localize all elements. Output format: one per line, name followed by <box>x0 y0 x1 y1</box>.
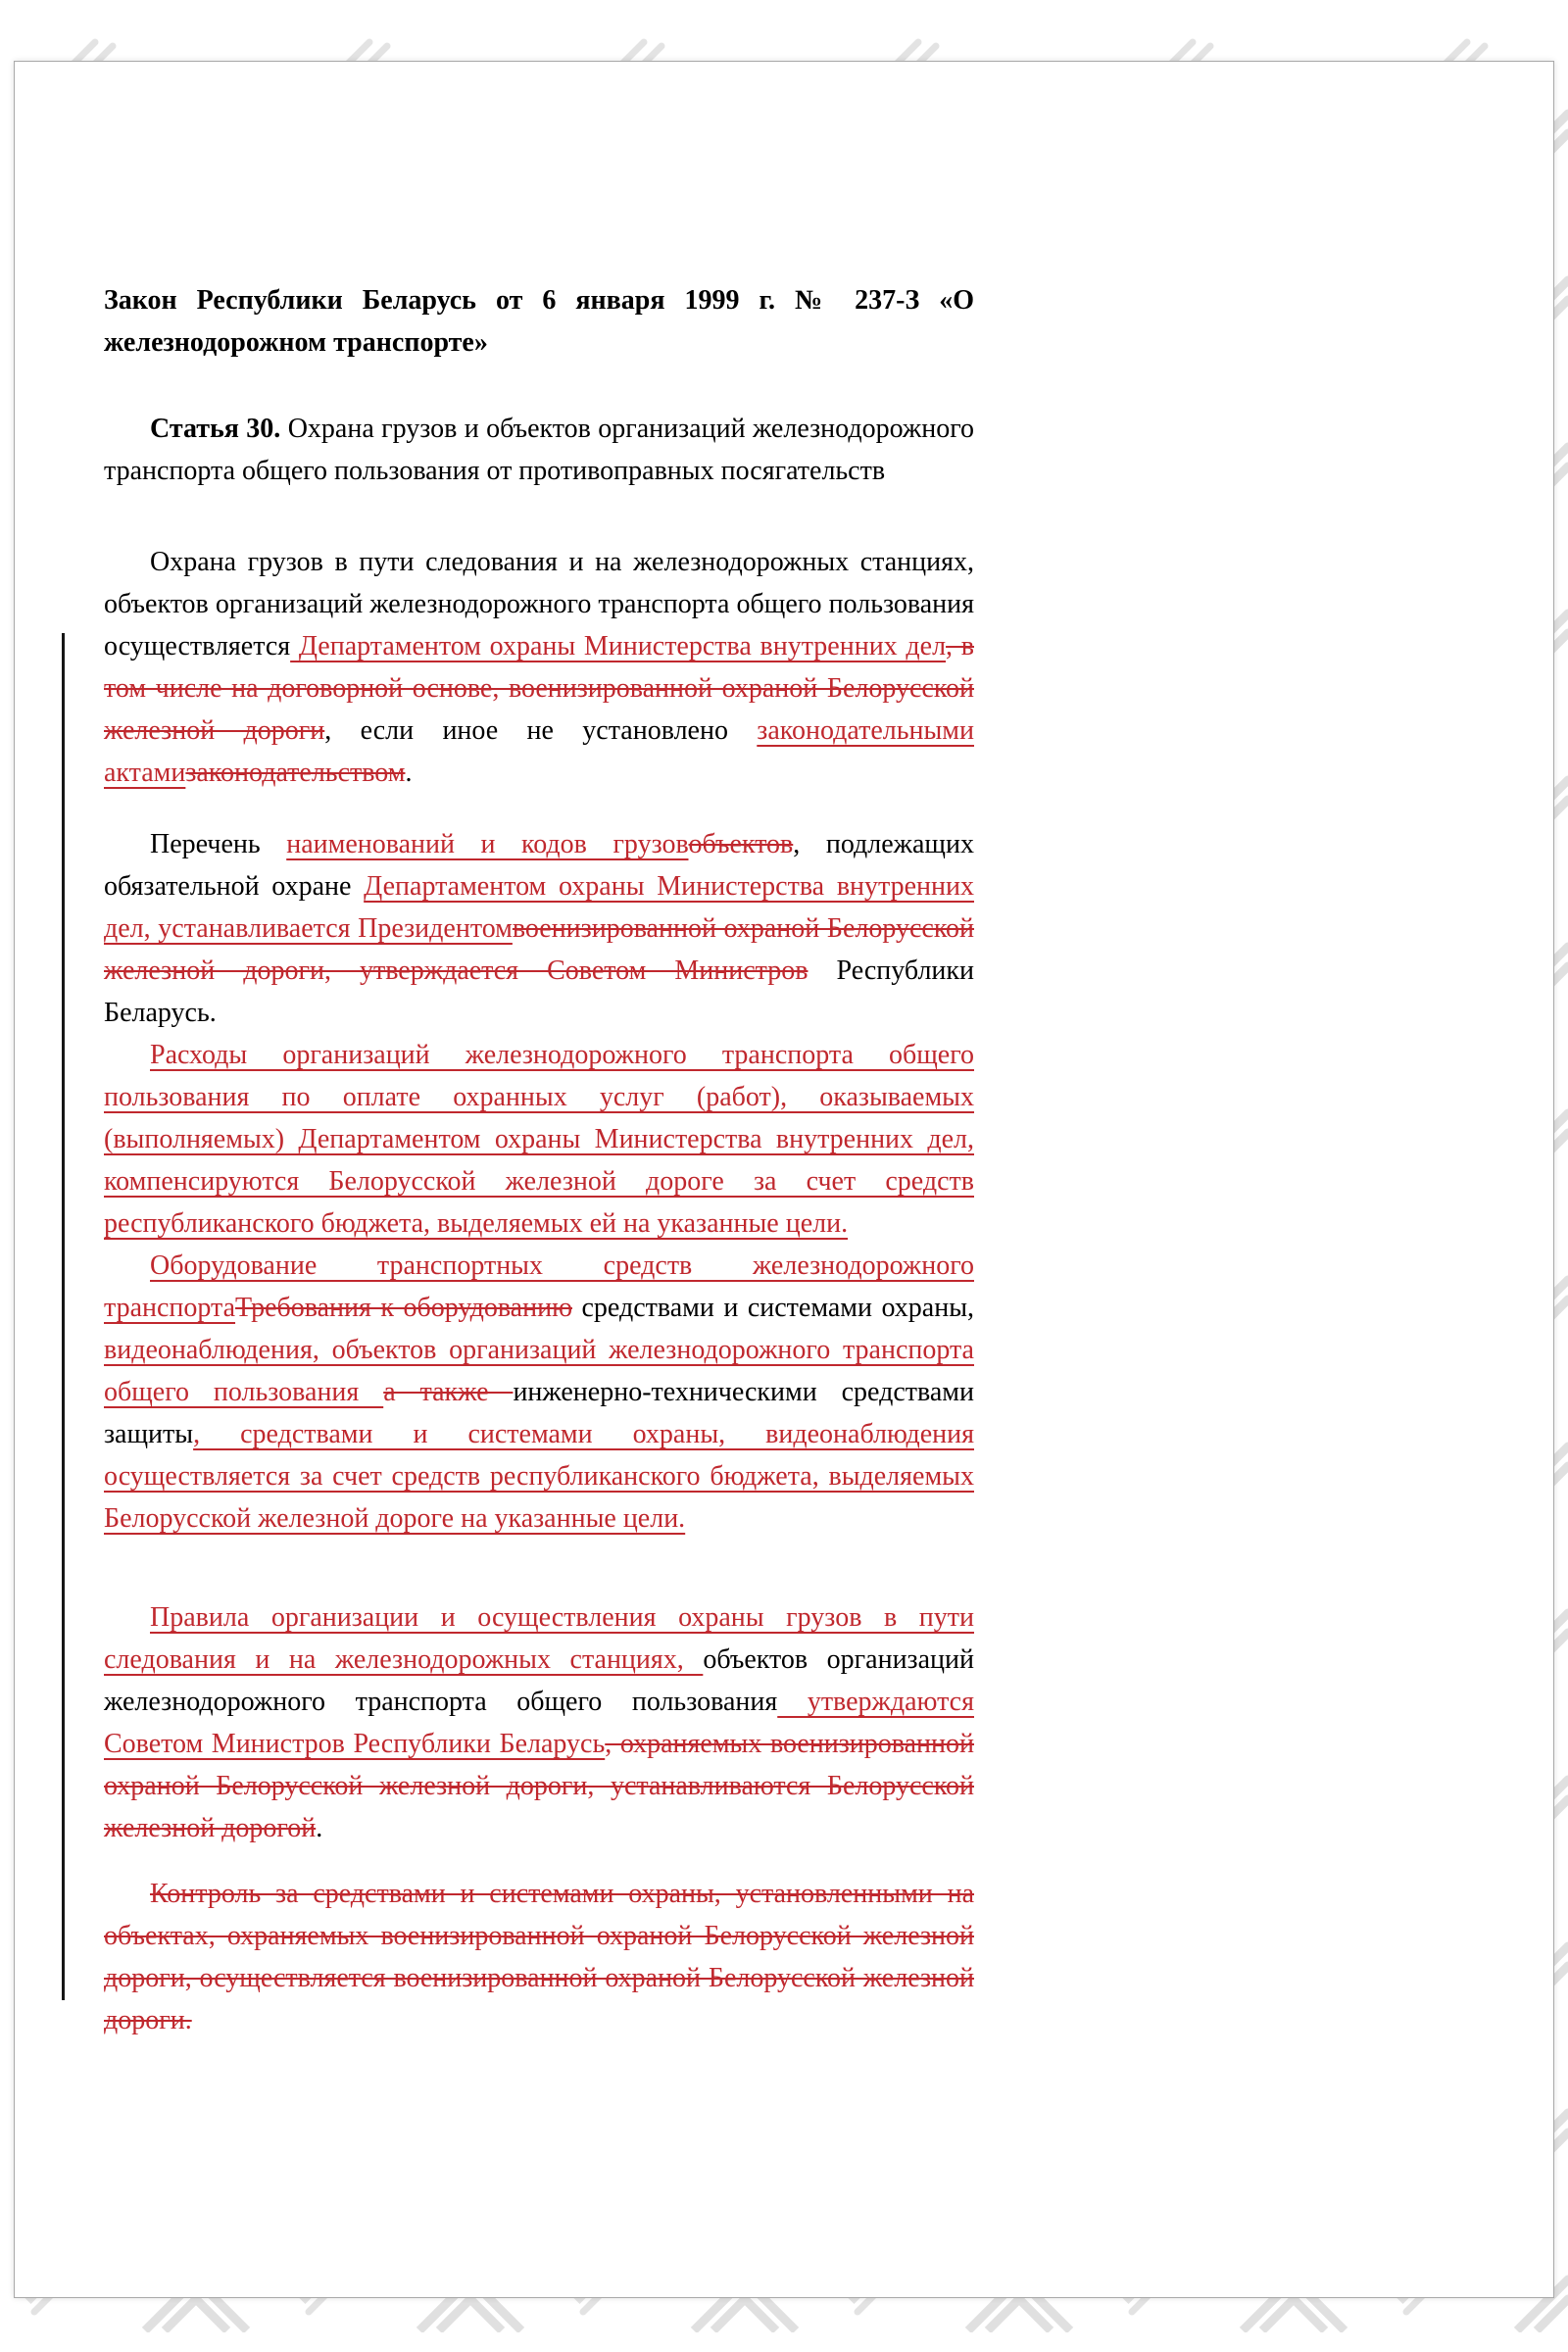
paragraph-list-of-cargo <box>104 823 974 1034</box>
article-heading <box>104 408 974 492</box>
text-run: Охрана грузов и объектов организаций железнодорожного транспорта общего пользования от противоправных посягательств <box>104 414 974 486</box>
text-run: Республики Беларусь. <box>104 956 975 1028</box>
paragraph-guard-of-cargo <box>104 541 974 794</box>
document-page <box>14 61 1554 2298</box>
text-run: инженерно-техническими средствами защиты <box>104 1377 974 1449</box>
text-run: средствами и системами охраны, <box>572 1293 975 1323</box>
inserted-text-run: Правила организации и осуществления охраны грузов в пути следования и на железнодорожных станциях, <box>104 1602 974 1675</box>
inserted-text-run: Оборудование транспортных средств железнодорожного транспорта <box>104 1250 974 1323</box>
deleted-text-run: , охраняемых военизированной охраной Белорусской железной дороги, устанавливаются Белорусской железной дорогой <box>104 1729 974 1843</box>
paragraph-rules <box>104 1596 974 1849</box>
inserted-text-run: видеонаблюдения, объектов организаций железнодорожного транспорта общего пользования <box>104 1335 974 1407</box>
inserted-text-run: законодательными актами <box>104 715 974 788</box>
text-run: . <box>316 1813 323 1843</box>
deleted-text-run: , в том числе на договорной основе, военизированной охраной Белорусской железной дороги <box>104 631 974 746</box>
paragraph-equipment <box>104 1245 974 1540</box>
text-run: объектов организаций железнодорожного транспорта общего пользования <box>104 1644 974 1717</box>
inserted-text-run: наименований и кодов грузов <box>286 829 689 859</box>
inserted-text-run: Департаментом охраны Министерства внутренних дел <box>290 631 947 662</box>
text-run: Охрана грузов в пути следования и на железнодорожных станциях, объектов организаций железнодорожного транспорта общего пользования осуществляется <box>104 547 974 662</box>
revision-change-bar <box>62 633 65 2000</box>
deleted-text-run: законодательством <box>185 758 406 788</box>
deleted-text-run: а также <box>383 1377 514 1407</box>
deleted-text-run: Требования к оборудованию <box>235 1293 572 1323</box>
text-run: , подлежащих обязательной охране <box>104 829 974 902</box>
inserted-text-run: Расходы организаций железнодорожного транспорта общего пользования по оплате охранных услуг (работ), оказываемых (выполняемых) Департаментом охраны Министерства внутренних дел, компенсируются Белорусской железной дороге за счет средств республиканского бюджета, выделяемых ей на указанные цели. <box>104 1040 974 1239</box>
deleted-text-run: объектов <box>688 829 794 859</box>
document-title: Закон Республики Беларусь от 6 января 1999 г. № 237-З «О железнодорожном транспорте» <box>104 285 974 358</box>
deleted-text-run: военизированной охраной Белорусской железной дороги, утверждается Советом Министров <box>104 913 975 986</box>
paragraph-control <box>104 1873 974 2041</box>
inserted-text-run: , средствами и системами охраны, видеонаблюдения осуществляется за счет средств республиканского бюджета, выделяемых Белорусской железной дороге на указанные цели. <box>104 1419 974 1534</box>
text-run: . <box>405 758 413 788</box>
inserted-text-run: утверждаются Советом Министров Республики Беларусь <box>104 1687 974 1759</box>
inserted-text-run: Департаментом охраны Министерства внутренних дел, устанавливается Президентом <box>104 871 974 944</box>
deleted-text-run: Контроль за средствами и системами охраны, установленными на объектах, охраняемых военизированной охраной Белорусской железной дороги, осуществляется военизированной охраной Белорусской железной дороги. <box>104 1879 974 2035</box>
text-run: Перечень <box>150 829 287 859</box>
document-content <box>104 279 974 2041</box>
bold-text-run: Статья 30. <box>150 414 281 444</box>
text-run: , если иное не установлено <box>324 715 758 746</box>
paragraph-expenses <box>104 1034 974 1245</box>
